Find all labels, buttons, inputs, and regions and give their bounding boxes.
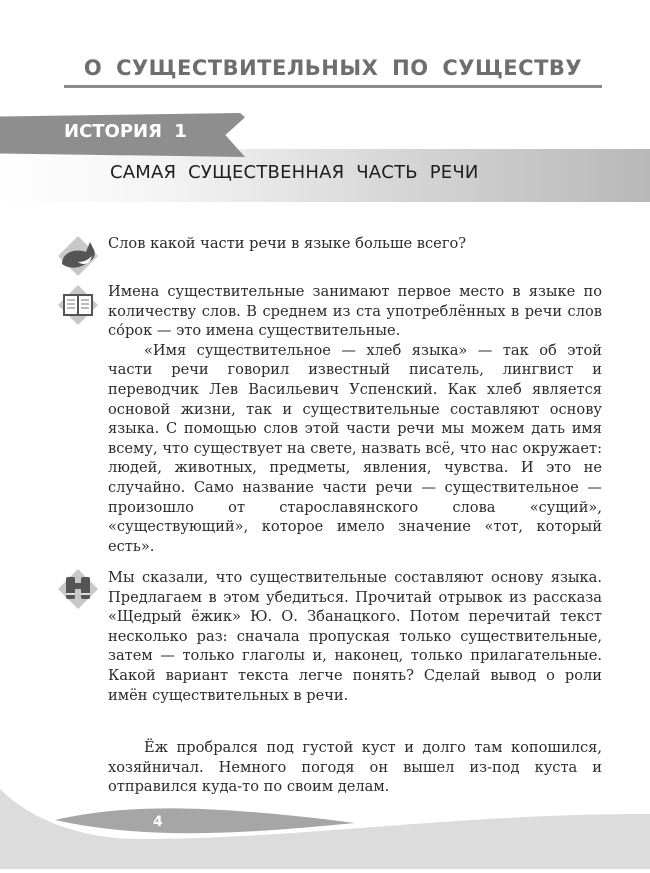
- story-label: ИСТОРИЯ 1: [64, 121, 187, 142]
- binoculars-icon: [56, 567, 100, 611]
- task-paragraph: Мы сказали, что существительные составляют основу языка. Предлагаем в этом убедиться. Прочитай отрывок из рассказа «Щедрый ёжик» Ю. О. Збанацкого. Потом перечитай текст несколько раз: сначала пропуская только существительные, затем — только глаголы и, наконец, только прилагательные. Какой вариант текста легче понять? Сделай вывод о роли имён существительных в речи.: [108, 569, 602, 704]
- book-icon: [56, 283, 100, 327]
- page-footer: [0, 779, 650, 869]
- intro-paragraph: Имена существительные занимают первое место в языке по количеству слов. В среднем из ста употреблённых в речи слов со́рок — это имена существительные. «Имя существительное — хлеб языка» — так об этой части речи говорил известный писатель, лингвист и переводчик Лев Васильевич Успенский. Как хлеб является основой жизни, так и существительные составляют основу языка. С помощью слов этой части речи мы можем дать имя всему, что существует на свете, назвать всё, что нас окружает: людей, животных, предметы, явления, чувства. И это не случайно. Само название части речи — существительное — произошло от старославянского слова «сущий», «существующий», которое имело значение «тот, который есть».: [108, 283, 602, 555]
- chapter-title: О СУЩЕСТВИТЕЛЬНЫХ ПО СУЩЕСТВУ: [83, 56, 583, 80]
- chapter-title-rule: [64, 85, 602, 88]
- excerpt-paragraph: Ёж пробрался под густой куст и долго там копошился, хозяйничал. Немного погодя он вышел из-под куста и отправился куда-то по своим делам.: [108, 739, 602, 796]
- page-number: 4: [153, 814, 163, 830]
- fox-icon: [56, 234, 100, 278]
- question-paragraph: Слов какой части речи в языке больше всего?: [108, 235, 467, 252]
- section-subtitle: САМАЯ СУЩЕСТВЕННАЯ ЧАСТЬ РЕЧИ: [110, 162, 479, 183]
